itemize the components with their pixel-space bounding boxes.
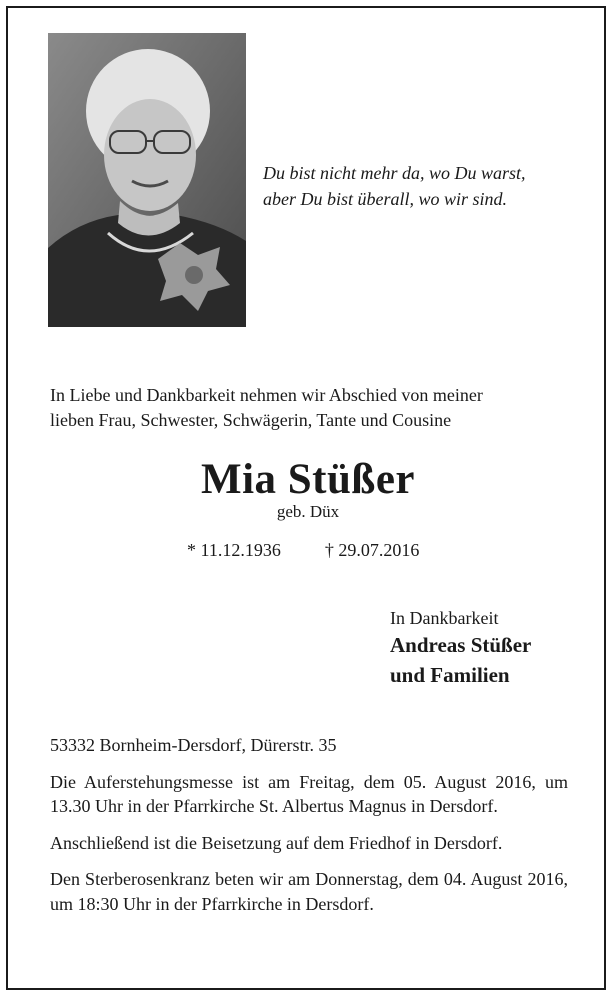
signer-name: Andreas Stüßer xyxy=(390,633,532,657)
intro-text xyxy=(50,383,570,433)
birth-name: geb. Düx xyxy=(276,502,340,521)
signature-lead: In Dankbarkeit xyxy=(390,608,499,628)
service-details xyxy=(50,733,568,928)
quote-line-2: aber Du bist überall, wo wir sind. xyxy=(263,189,508,209)
portrait-photo xyxy=(48,33,246,327)
mass-info: Die Auferstehungsmesse ist am Freitag, dem 05. August 2016, um 13.30 Uhr in der Pfarrkirche St. Albertus Magnus in Dersdorf. xyxy=(50,771,568,816)
portrait-image xyxy=(48,33,246,327)
signer-family: und Familien xyxy=(390,663,510,687)
birth-date: * 11.12.1936 xyxy=(187,540,281,560)
signature-block xyxy=(390,606,600,690)
life-dates xyxy=(187,538,419,562)
intro-line-2: lieben Frau, Schwester, Schwägerin, Tante und Cousine xyxy=(50,410,452,430)
intro-line-1: In Liebe und Dankbarkeit nehmen wir Abschied von meiner xyxy=(50,385,483,405)
rosary-info: Den Sterberosenkranz beten wir am Donnerstag, dem 04. August 2016, um 18:30 Uhr in der Pfarrkirche in Dersdorf. xyxy=(50,869,568,914)
deceased-name: Mia Stüßer xyxy=(200,456,416,503)
quote-line-1: Du bist nicht mehr da, wo Du warst, xyxy=(263,163,526,183)
memorial-quote xyxy=(263,160,583,212)
death-date: † 29.07.2016 xyxy=(324,540,420,560)
burial-info: Anschließend ist die Beisetzung auf dem Friedhof in Dersdorf. xyxy=(50,832,503,853)
address: 53332 Bornheim-Dersdorf, Dürerstr. 35 xyxy=(50,735,337,755)
